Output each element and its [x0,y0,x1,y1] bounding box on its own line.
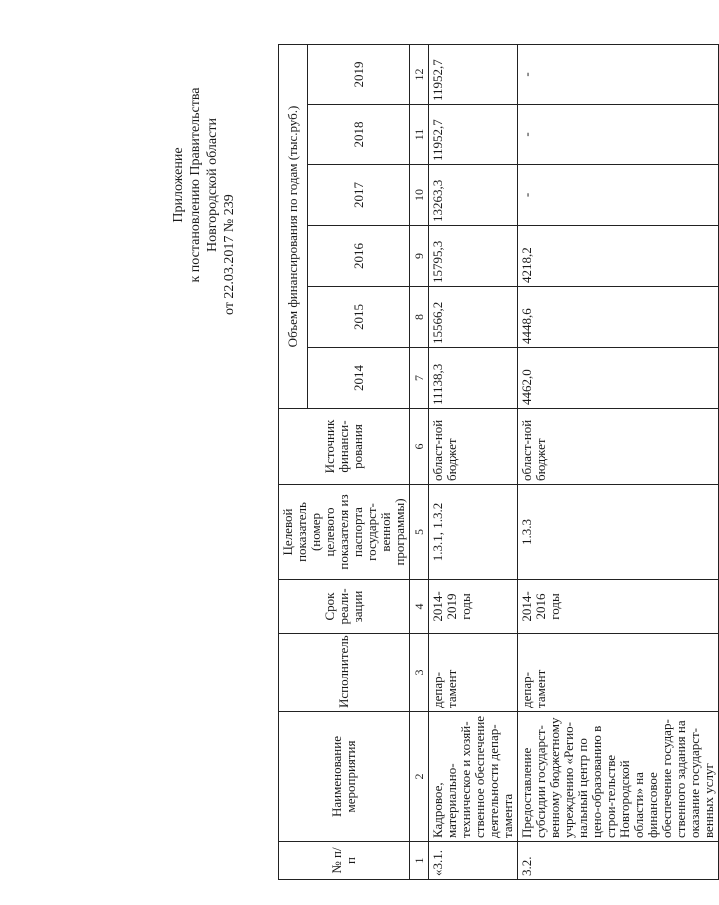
row-value: 11952,7 [429,105,518,165]
header-num: № п/п [279,842,410,880]
column-number: 6 [410,409,429,485]
row-number: 3.2. [518,842,719,880]
row-value: 4462,0 [518,348,719,409]
column-number: 10 [410,165,429,226]
row-value: 4218,2 [518,226,719,287]
header-year: 2019 [308,44,410,104]
header-funding-group: Объем финансирования по годам (тыс.руб.) [279,44,308,408]
row-indicator: 1.3.3 [518,485,719,580]
column-number: 11 [410,105,429,165]
row-value: - [518,44,719,104]
column-number: 7 [410,348,429,409]
appendix-header-lines [170,15,238,355]
header-year: 2018 [308,105,410,165]
header-year: 2015 [308,287,410,348]
row-source: област-ной бюджет [518,409,719,485]
row-value: 11952,7 [429,44,518,104]
appendix-region: Новгородской области [205,118,220,252]
header-term: Срок реали-зации [279,580,410,634]
column-number: 12 [410,44,429,104]
row-number: «3.1. [429,842,518,880]
appendix-ref: к постановлению Правительства [188,87,203,283]
header-year: 2016 [308,226,410,287]
column-number-row [410,44,429,879]
row-indicator: 1.3.1, 1.3.2 [429,485,518,580]
funding-table [278,44,719,880]
row-value: 15795,3 [429,226,518,287]
header-executor: Исполнитель [279,634,410,712]
row-term: 2014-2016 годы [518,580,719,634]
row-value: - [518,105,719,165]
appendix-date: от 22.03.2017 № 239 [222,194,237,315]
row-term: 2014-2019 годы [429,580,518,634]
column-number: 2 [410,712,429,842]
header-indicator: Целевой показатель (номер целевого показателя из паспорта государст-венной программы) [279,485,410,580]
row-value: 15566,2 [429,287,518,348]
header-row-1 [279,44,308,879]
row-value: 11138,3 [429,348,518,409]
column-number: 4 [410,580,429,634]
row-executor: депар-тамент [518,634,719,712]
row-source: област-ной бюджет [429,409,518,485]
row-activity-name: Предоставление субсидии государст-венному бюджетному учреждению «Регио-нальный центр по цено-образованию в строи-тельстве Новгородской области» на финансовое обеспечение государ-ственного задания на оказание государст-венных услуг [518,712,719,842]
appendix-header [160,0,275,880]
column-number: 3 [410,634,429,712]
column-number: 8 [410,287,429,348]
table-row [429,44,518,879]
rotated-content [160,0,716,880]
column-number: 5 [410,485,429,580]
row-value: 13263,3 [429,165,518,226]
header-year: 2014 [308,348,410,409]
header-year: 2017 [308,165,410,226]
column-number: 1 [410,842,429,880]
appendix-title: Приложение [171,147,186,223]
row-value: 4448,6 [518,287,719,348]
row-executor: депар-тамент [429,634,518,712]
header-source: Источник финанси-рования [279,409,410,485]
column-number: 9 [410,226,429,287]
row-value: - [518,165,719,226]
header-name: Наименование мероприятия [279,712,410,842]
row-activity-name: Кадровое, материально-техническое и хозяй-ственное обеспечение деятельности депар-тамента [429,712,518,842]
table-row [518,44,719,879]
